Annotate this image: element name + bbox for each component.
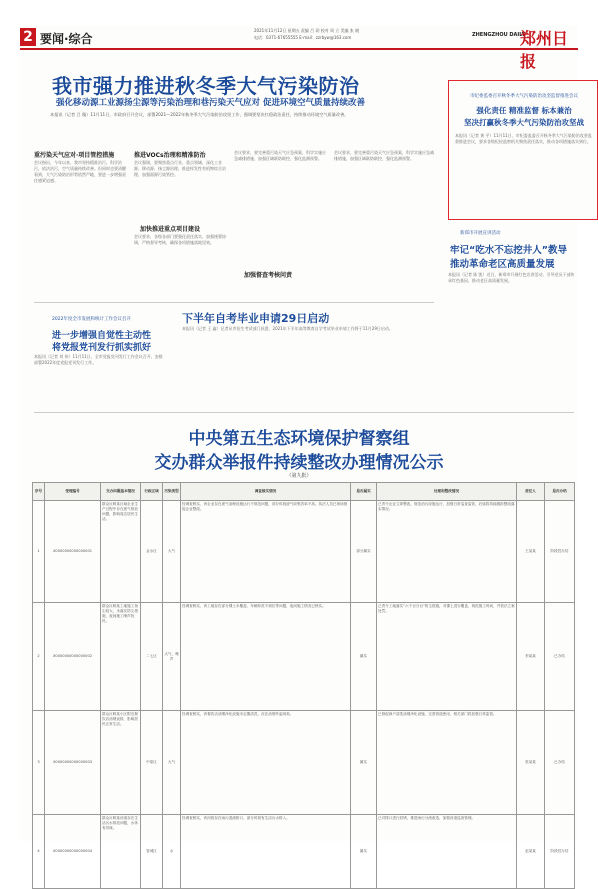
cell-issue: 群众反映某小区附近餐饮店油烟直排，影响居民正常生活。 [101, 711, 141, 815]
col2-heading: 推进VOCs治理和精准防治 [134, 152, 206, 159]
contact-line: 电话：0371-67655555 E-mail：zzrbyw@163.com [254, 35, 352, 40]
right-body: 本报讯（记者 陈 凯）近日，新郑市开展红色宣讲活动，引导党员干部传承红色基因，推动老区高质量发展。 [448, 272, 575, 283]
col2-subheading: 加快推进重点项目建设 [140, 226, 201, 233]
left-body: 本报讯（记者 刘 伟）11月11日，全市党报党刊发行工作会议召开，安排部署2022年度党报党刊发行工作。 [34, 354, 163, 365]
cell-fact: 属实 [351, 603, 377, 711]
cell-no: 2 [33, 603, 45, 711]
divider-notice [34, 412, 574, 413]
table-row [33, 711, 575, 815]
cell-id: X0000000000000001 [45, 501, 101, 603]
col2-body: 会议强调，要聚焦重点行业、重点领域，深化工业源、移动源、扬尘源治理，推进挥发性有机物综合治理，加强面源污染管控。 [134, 160, 226, 177]
masthead [20, 26, 578, 71]
cell-id: X0000000000000003 [45, 711, 101, 815]
th-district: 行政区域 [141, 483, 163, 501]
right-title-line2[interactable]: 推动革命老区高质量发展 [450, 259, 555, 270]
cell-person: 王某某 [517, 501, 545, 603]
table-row [33, 603, 575, 711]
lead-headline[interactable]: 我市强力推进秋冬季大气污染防治 [52, 74, 360, 98]
cell-fact: 属实 [351, 711, 377, 815]
cell-district: 二七区 [141, 603, 163, 711]
box-title-line1: 强化责任 精准监督 标本兼治 [476, 106, 572, 115]
box-kicker: 市纪委监委召开秋冬季大气污染防治攻坚监督推进会议 [470, 94, 578, 99]
right-kicker: 新郑市开展宣讲活动 [460, 231, 501, 236]
cell-done: 阶段性办结 [545, 815, 575, 889]
col3-body: 会议要求，要完善重污染天气应急预案，科学实施应急减排措施，加强区域联防联控，强化监测预警。 [234, 150, 326, 161]
col3-subheading: 加强督查考核问责 [244, 272, 293, 279]
th-verify: 调查核实情况 [181, 483, 351, 501]
cell-verify: 经调查核实，该餐饮店油烟净化设施未定期清洗，存在油烟外溢现象。 [181, 711, 351, 815]
th-done: 是否办结 [545, 483, 575, 501]
highlighted-article[interactable] [448, 80, 598, 220]
page-number: 2 [20, 28, 36, 46]
cell-no: 3 [33, 711, 45, 815]
cell-fact: 部分属实 [351, 501, 377, 603]
th-fact: 是否属实 [351, 483, 377, 501]
box-title-line2: 坚决打赢秋冬季大气污染防治攻坚战 [464, 118, 584, 127]
box-body: 本报讯（记者 黄 平）11月11日，市纪委监委召开秋冬季大气污染防治攻坚监督推进会议，要求各级纪检监察机关聚焦责任落实，推动各项措施落实到位。 [455, 133, 592, 144]
cell-fact: 属实 [351, 815, 377, 889]
masthead-rule [20, 48, 578, 50]
table-header-row [33, 483, 575, 501]
cell-type: 大气 [163, 711, 181, 815]
th-no: 序号 [33, 483, 45, 501]
th-issue: 交办问题基本情况 [101, 483, 141, 501]
notice-title-line1[interactable]: 中央第五生态环境保护督察组 [188, 429, 410, 449]
cell-no: 1 [33, 501, 45, 603]
cell-person: 李某某 [517, 603, 545, 711]
left-title-line1[interactable]: 进一步增强自觉性主动性 [52, 331, 152, 341]
cell-id: X0000000000000004 [45, 815, 101, 889]
col2-body-2: 会议要求，各级各部门要强化责任落实，加强统筹协调，严格督导考核，确保各项措施落地见效。 [134, 234, 226, 245]
right-title-line1[interactable]: 牢记“吃水不忘挖井人”教导 [450, 245, 567, 256]
cell-type: 大气、噪声 [163, 603, 181, 711]
col1-body: 会议指出，今年以来，我市坚持精准治污、科学治污、依法治污，空气质量持续改善。但同时也要清醒看到，大气污染防治形势依然严峻，要进一步增强责任感紧迫感。 [34, 160, 126, 183]
cell-no: 4 [33, 815, 45, 889]
cell-verify: 经调查核实，该河段存在雨污混流排口，部分时段有生活污水排入。 [181, 815, 351, 889]
complaint-table [32, 482, 575, 889]
col4-body: 会议要求，要完善重污染天气应急预案，科学实施应急减排措施，加强区域联防联控，强化监测预警。 [334, 150, 434, 161]
cell-done: 已办结 [545, 603, 575, 711]
cell-verify: 经调查核实，该工地存在部分裸土未覆盖、车辆冲洗不到位等问题，夜间施工情况已核实。 [181, 603, 351, 711]
th-result: 处理和整改情况 [377, 483, 517, 501]
left-kicker: 2022年度全市发展和统计工作会议召开 [52, 317, 131, 322]
cell-type: 大气 [163, 501, 181, 603]
cell-done: 已办结 [545, 711, 575, 815]
th-id: 受理编号 [45, 483, 101, 501]
lead-subhead: 强化移动源工业源扬尘源等污染治理和巷污染天气应对 促进环境空气质量持续改善 [56, 98, 365, 108]
paper-name-en: ZHENGZHOU DAILY [472, 32, 526, 38]
notice-batch: （第九批） [286, 473, 312, 479]
divider-mid [34, 302, 434, 303]
cell-district: 中原区 [141, 711, 163, 815]
cell-result: 已责令工地落实“六个百分百”防尘措施，对裸土进行覆盖，规范施工时间，并依法立案处罚。 [377, 603, 517, 711]
date-line: 2021年11月12日 星期五 责编 吕 玥 校对 周 立 美编 张 晓 [254, 28, 360, 33]
cell-issue: 群众反映某工地施工扬尘较大，未落实防尘措施，夜间施工噪声扰民。 [101, 603, 141, 711]
mid-body: 本报讯（记者 王 鑫）记者从市招生考试部门获悉，2021年下半年高等教育自学考试毕业申请工作将于11月29日启动。 [182, 326, 393, 331]
newspaper-page [20, 26, 592, 853]
table-row [33, 815, 575, 889]
th-person: 责任人 [517, 483, 545, 501]
cell-district: 金水区 [141, 501, 163, 603]
cell-done: 阶段性办结 [545, 501, 575, 603]
cell-person: 赵某某 [517, 815, 545, 889]
cell-district: 管城区 [141, 815, 163, 889]
mid-headline[interactable]: 下半年自考毕业申请29日启动 [182, 312, 330, 325]
cell-issue: 群众反映某河道存在生活污水排放问题，水体有异味。 [101, 815, 141, 889]
th-type: 污染类型 [163, 483, 181, 501]
col1-heading: 重污染天气应对·项目管控措施 [34, 152, 115, 159]
lead-intro: 本报讯（记者 吕 璇）11月11日，市政府召开会议，部署2021—2022年秋冬季大气污染防治攻坚工作，强调要坚决扛稳政治责任，持续推动环境空气质量改善。 [50, 112, 349, 117]
left-title-line2[interactable]: 将党报党刊发行抓实抓好 [52, 343, 152, 353]
cell-result: 已对排口进行封堵，推进雨污分流改造，加强河道巡查管理。 [377, 815, 517, 889]
cell-result: 已责令企业立即整改，规范治污设施运行，加强日常巡查监管，后续将持续跟踪整改落实情况。 [377, 501, 517, 603]
cell-result: 已督促商户清洗油烟净化设施，完善管道密闭，相关部门将加强日常监管。 [377, 711, 517, 815]
cell-verify: 经调查核实，该企业存在废气治理设施运行不规范问题，部分时段废气收集效率不高。执法人员已现场督促企业整改。 [181, 501, 351, 603]
notice-title-line2[interactable]: 交办群众举报件持续整改办理情况公示 [154, 453, 444, 473]
cell-person: 张某某 [517, 711, 545, 815]
paper-logo: 郑州日报 [520, 29, 569, 71]
cell-id: X0000000000000002 [45, 603, 101, 711]
section-title: 要闻·综合 [40, 32, 93, 46]
cell-type: 水 [163, 815, 181, 889]
table-row [33, 501, 575, 603]
cell-issue: 群众反映某区域企业生产过程中存在废气排放问题，影响周边居民生活。 [101, 501, 141, 603]
